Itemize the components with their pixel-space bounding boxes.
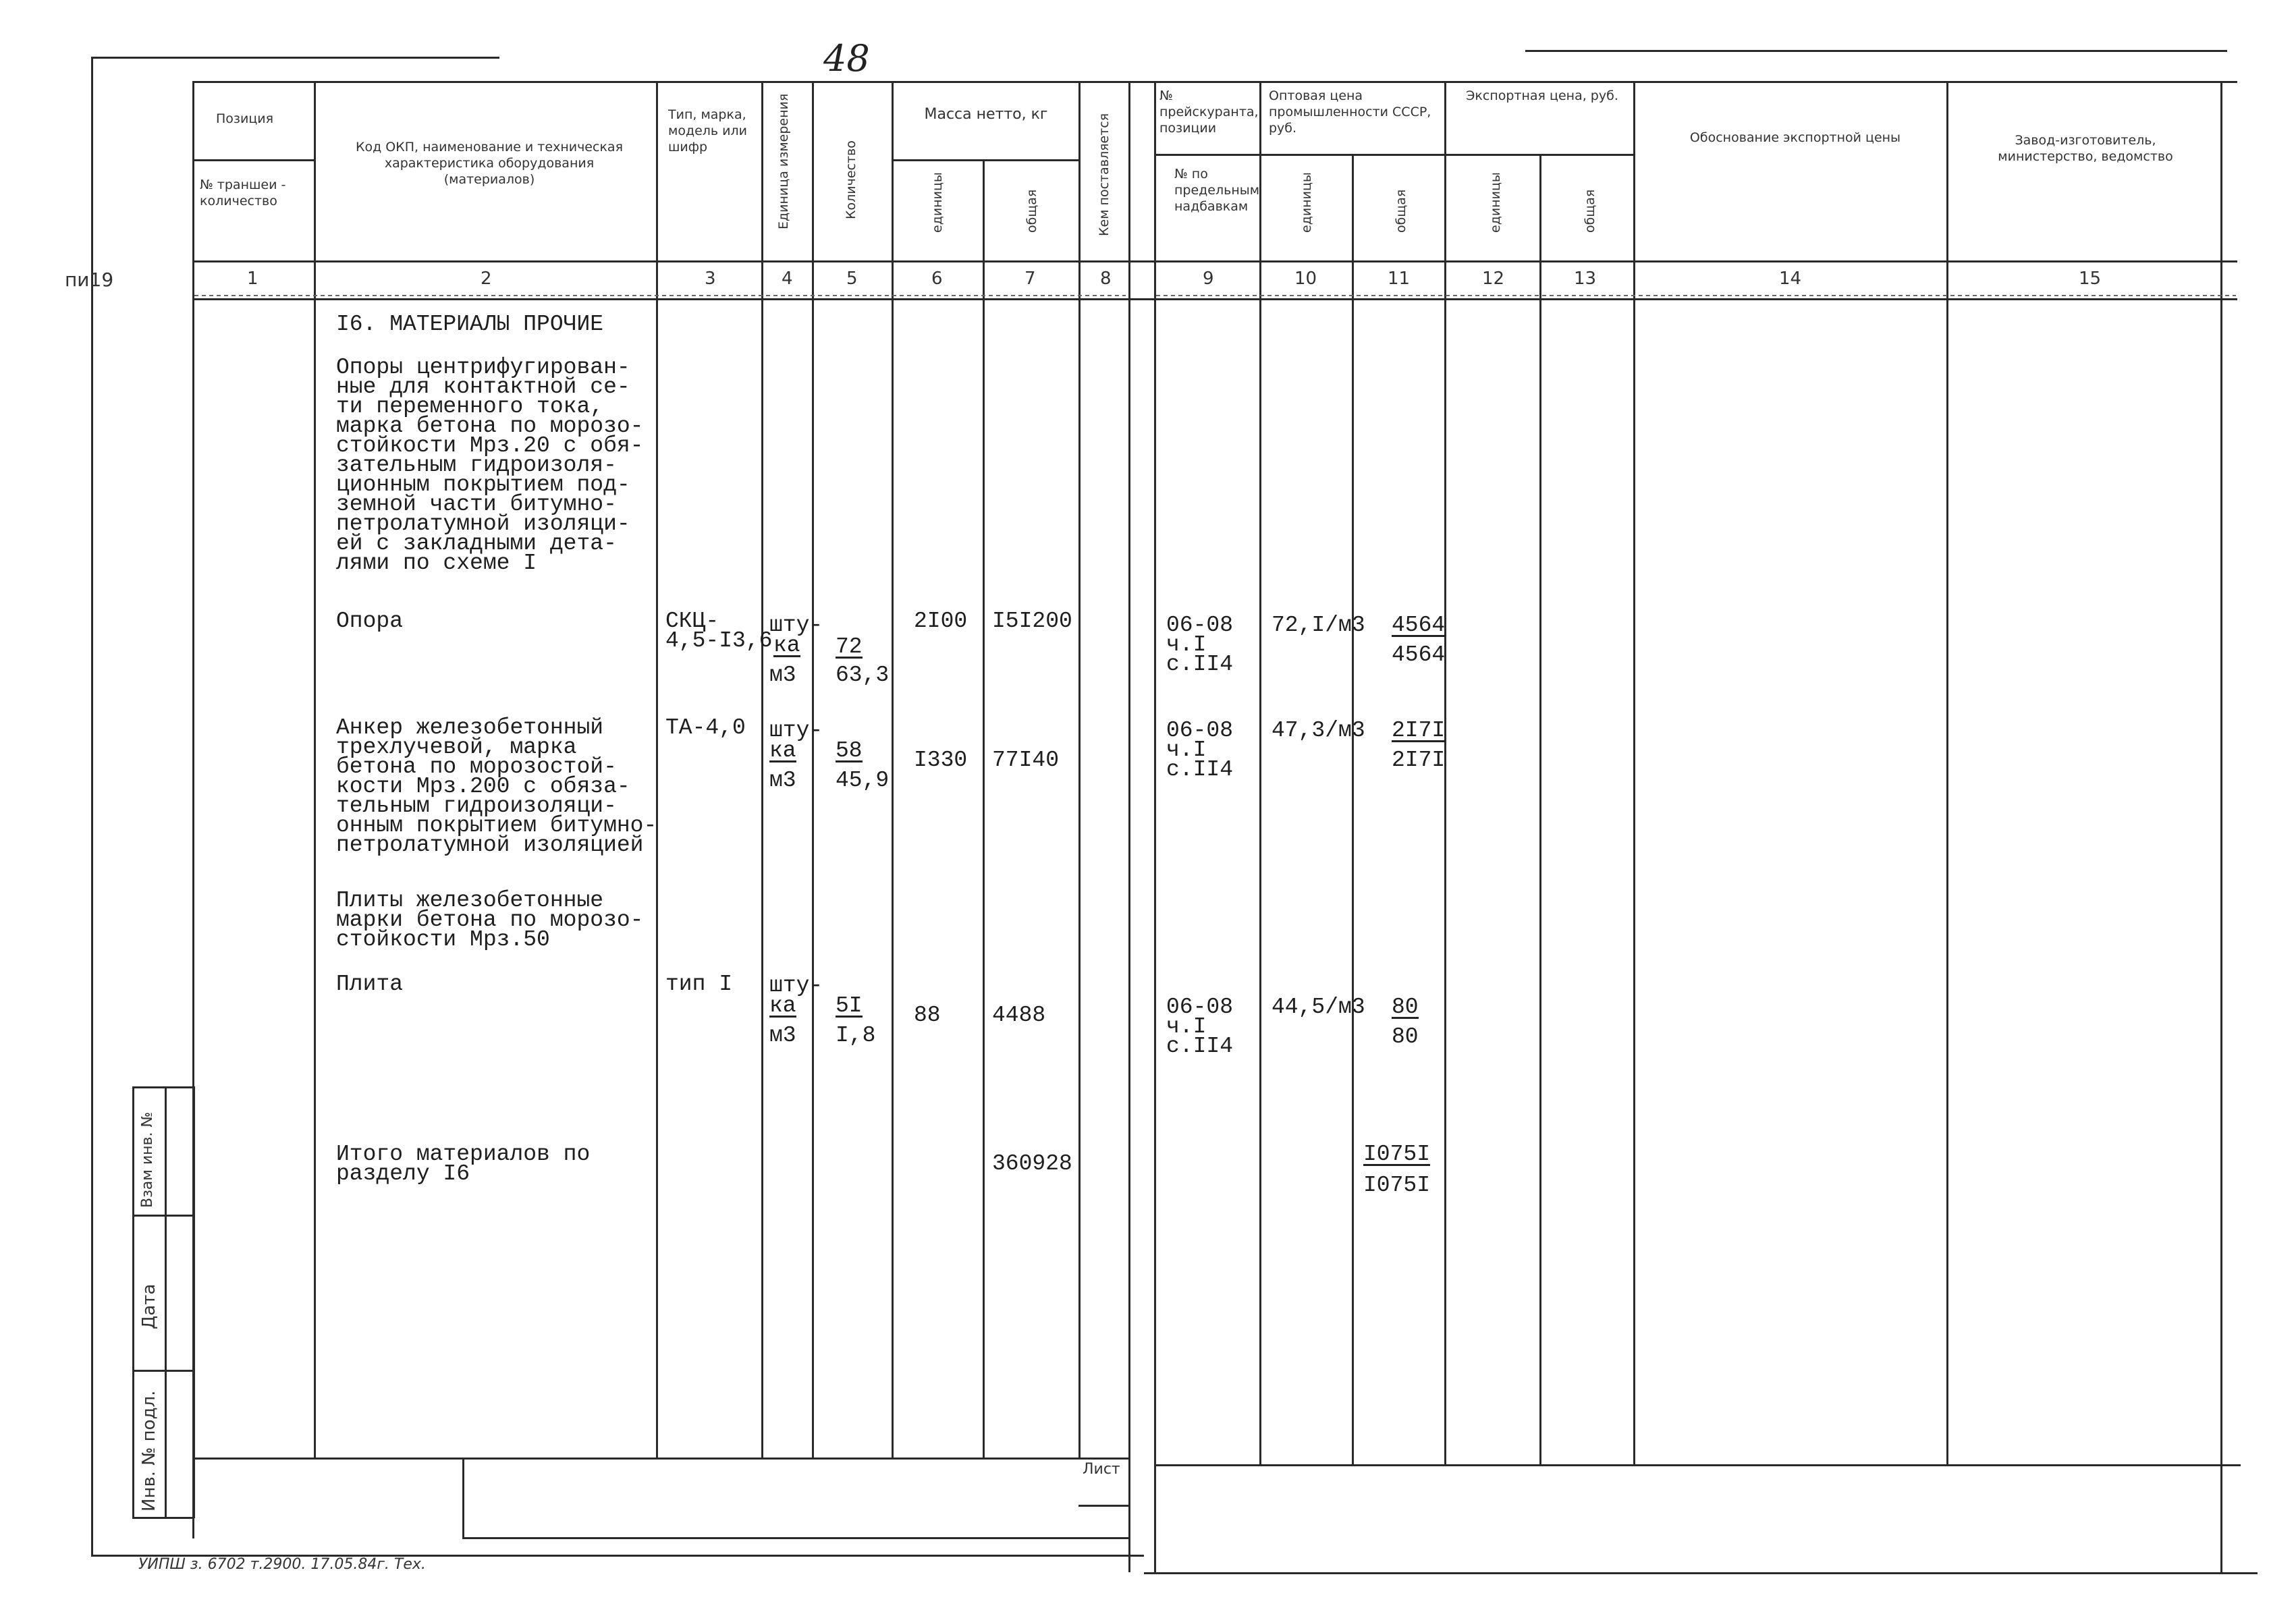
col-num-5: 5 <box>846 269 858 289</box>
row1-price-2: ч.I <box>1166 632 1207 657</box>
hdr-quantity: Количество <box>844 140 858 219</box>
stamp-inv-orig: Инв. № подл. <box>139 1390 159 1511</box>
row2-unit-3: м3 <box>769 768 796 793</box>
row3-mass-unit: 88 <box>914 1003 941 1028</box>
row3-price-1: 06-08 <box>1166 995 1234 1020</box>
col-num-8: 8 <box>1100 269 1112 289</box>
group1-line: ционным покрытием под- <box>336 472 630 497</box>
group1-description <box>336 355 644 576</box>
row2-name-line: бетона по морозостой- <box>336 754 617 779</box>
row1-mass-total: I5I200 <box>992 609 1072 634</box>
row2-qty: 58 <box>836 738 863 763</box>
col-num-9: 9 <box>1203 269 1214 289</box>
group3-line: марки бетона по морозо- <box>336 908 644 933</box>
hdr-unit: Единица измерения <box>776 93 791 229</box>
hdr-mass: Масса нетто, кг <box>924 106 1048 123</box>
row1-price-3: с.II4 <box>1166 652 1234 677</box>
row1-unit-3: м3 <box>769 663 796 688</box>
col-num-7: 7 <box>1024 269 1036 289</box>
row2-name-line: тельным гидроизоляци- <box>336 794 617 818</box>
row1-type-2: 4,5-I3,6 <box>665 628 773 653</box>
footer-stamp: УИПШ з. 6702 т.2900. 17.05.84г. Тех. <box>138 1556 426 1573</box>
group1-line: стойкости Мрз.20 с обя- <box>336 433 644 458</box>
col-num-4: 4 <box>782 269 793 289</box>
row1-unit-2: ка <box>773 633 800 658</box>
col-num-11: 11 <box>1388 269 1411 289</box>
row3-qty-m3: I,8 <box>836 1023 876 1048</box>
hdr-price-list: № прейскуранта, позиции <box>1159 88 1259 136</box>
col-num-13: 13 <box>1574 269 1597 289</box>
row2-qty-m3: 45,9 <box>836 768 890 793</box>
row3-unit-3: м3 <box>769 1023 796 1048</box>
total-wholesale2: I075I <box>1363 1173 1431 1198</box>
hdr-wholesale-total: общая <box>1394 189 1409 233</box>
row2-price-2: ч.I <box>1166 738 1207 762</box>
group3-description <box>336 888 644 952</box>
row3-type: тип I <box>665 972 733 997</box>
row3-price-2: ч.I <box>1166 1014 1207 1039</box>
stamp-date: Дата <box>139 1283 159 1329</box>
row2-price-1: 06-08 <box>1166 718 1234 743</box>
group1-line: зательным гидроизоля- <box>336 453 617 478</box>
hdr-price-list-sub: № по предельным надбавкам <box>1174 167 1260 214</box>
hdr-wholesale: Оптовая цена промышленности СССР, руб. <box>1269 88 1431 136</box>
row2-mass-unit: I330 <box>914 748 968 773</box>
row1-wholesale-total2: 4564 <box>1392 642 1446 667</box>
total-label-line: Итого материалов по <box>336 1142 591 1167</box>
col-num-10: 10 <box>1294 269 1317 289</box>
row1-unit-1: шту- <box>769 613 823 638</box>
row2-price-3: с.II4 <box>1166 757 1234 782</box>
row2-type: ТА-4,0 <box>665 715 746 740</box>
hdr-trench-qty: № траншеи - количество <box>200 177 286 209</box>
group1-line: ти переменного тока, <box>336 394 604 419</box>
row2-name-line: онным покрытием битумно- <box>336 813 657 838</box>
col-num-12: 12 <box>1482 269 1505 289</box>
row2-mass-total: 77I40 <box>992 748 1060 773</box>
sheet-label: Лист <box>1083 1461 1120 1478</box>
hdr-position: Позиция <box>216 111 274 126</box>
row2-unit-2: ка <box>769 738 796 763</box>
group1-line: Опоры центрифугирован- <box>336 355 630 380</box>
total-wholesale: I075I <box>1363 1142 1431 1167</box>
row3-wholesale-total2: 80 <box>1392 1024 1419 1049</box>
hdr-code-name: Код ОКП, наименование и техническая характеристика оборудования (материалов) <box>356 140 623 187</box>
col-num-2: 2 <box>481 269 492 289</box>
hdr-wholesale-unit: единицы <box>1299 172 1314 233</box>
margin-label: пи19 <box>65 269 114 291</box>
row3-price-3: с.II4 <box>1166 1034 1234 1059</box>
row2-name-line: Анкер железобетонный <box>336 715 604 740</box>
group1-line: ей с закладными дета- <box>336 531 617 556</box>
row1-wholesale-unit: 72,I/м3 <box>1272 613 1365 638</box>
row2-wholesale-total: 2I7I <box>1392 718 1446 743</box>
row2-name-line: петролатумной изоляцией <box>336 833 644 858</box>
row1-price-1: 06-08 <box>1166 613 1234 638</box>
row2-unit-1: шту- <box>769 718 823 743</box>
row2-name-line: трехлучевой, марка <box>336 735 577 760</box>
total-mass: 360928 <box>992 1151 1072 1176</box>
row3-wholesale-total: 80 <box>1392 995 1419 1020</box>
group3-line: стойкости Мрз.50 <box>336 927 550 952</box>
row3-mass-total: 4488 <box>992 1003 1046 1028</box>
hdr-mass-total: общая <box>1024 189 1039 233</box>
row3-unit-2: ка <box>769 993 796 1018</box>
group1-line: лями по схеме I <box>336 551 537 576</box>
total-label-line: разделу I6 <box>336 1161 470 1186</box>
col-num-6: 6 <box>931 269 943 289</box>
hdr-manufacturer: Завод-изготовитель, министерство, ведомство <box>1998 133 2173 164</box>
hdr-export-total: общая <box>1583 189 1597 233</box>
hdr-supplied-by: Кем поставляется <box>1097 113 1112 236</box>
row1-wholesale-total: 4564 <box>1392 613 1446 638</box>
total-label <box>336 1144 590 1184</box>
hdr-export-price: Экспортная цена, руб. <box>1466 88 1618 103</box>
hdr-type-mark: Тип, марка, модель или шифр <box>668 107 748 155</box>
row3-unit-1: шту- <box>769 973 823 998</box>
hdr-mass-unit: единицы <box>930 172 945 233</box>
row2-name <box>336 715 657 858</box>
row1-type-1: СКЦ- <box>665 609 719 634</box>
row2-wholesale-unit: 47,3/м3 <box>1272 718 1365 743</box>
row1-qty-m3: 63,3 <box>836 663 890 688</box>
handwritten-sheet-number: 48 <box>823 37 870 80</box>
row3-name: Плита <box>336 972 404 997</box>
col-num-1: 1 <box>247 269 258 289</box>
col-num-3: 3 <box>705 269 716 289</box>
row2-name-line: кости Мрз.200 с обяза- <box>336 774 630 799</box>
row1-qty: 72 <box>836 634 863 659</box>
group1-line: земной части битумно- <box>336 492 617 517</box>
row2-wholesale-total2: 2I7I <box>1392 748 1446 773</box>
hdr-export-basis: Обоснование экспортной цены <box>1689 130 1901 145</box>
group3-line: Плиты железобетонные <box>336 888 604 913</box>
col-num-15: 15 <box>2079 269 2102 289</box>
group1-line: петролатумной изоляци- <box>336 511 630 536</box>
row3-qty: 5I <box>836 993 863 1018</box>
section-title: I6. МАТЕРИАЛЫ ПРОЧИЕ <box>336 312 604 337</box>
row1-name: Опора <box>336 609 404 634</box>
col-num-14: 14 <box>1779 269 1802 289</box>
stamp-replace-inv: Взам инв. № <box>139 1111 156 1208</box>
group1-line: марка бетона по морозо- <box>336 414 644 439</box>
hdr-export-unit: единицы <box>1488 172 1503 233</box>
row3-wholesale-unit: 44,5/м3 <box>1272 995 1365 1020</box>
group1-line: ные для контактной се- <box>336 374 630 399</box>
row1-mass-unit: 2I00 <box>914 609 968 634</box>
